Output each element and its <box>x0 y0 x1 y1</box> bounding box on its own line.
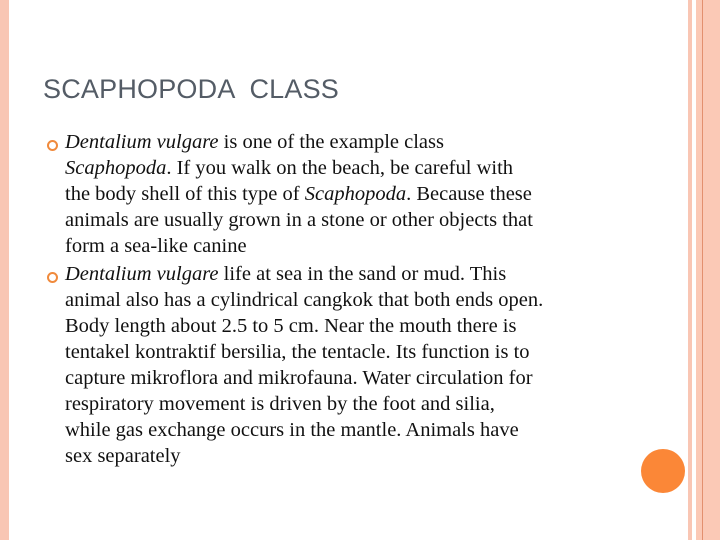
italic-term: Scaphopoda <box>65 157 167 179</box>
text-line <box>65 365 543 391</box>
text-segment: Body length about 2.5 to 5 cm. Near the mouth there is <box>65 315 517 337</box>
text-segment: animals are usually grown in a stone or other objects that <box>65 209 533 231</box>
text-line <box>65 129 533 155</box>
text-line <box>65 181 533 207</box>
text-segment: form a sea-like canine <box>65 235 247 257</box>
bullet-paragraph-1 <box>65 129 533 259</box>
bullet-paragraph-2 <box>65 261 543 469</box>
text-segment: tentakel kontraktif bersilia, the tentacle. Its function is to <box>65 341 530 363</box>
bullet-icon <box>47 272 58 283</box>
text-segment: the body shell of this type of <box>65 183 305 205</box>
text-line <box>65 339 543 365</box>
text-segment: life at sea in the sand or mud. This <box>218 263 507 285</box>
text-line <box>65 313 543 339</box>
text-segment: respiratory movement is driven by the foot and silia, <box>65 393 495 415</box>
text-line <box>65 207 533 233</box>
left-border-stripe <box>0 0 9 540</box>
text-line <box>65 443 543 469</box>
slide-title: SCAPHOPODA CLASS <box>43 74 339 104</box>
italic-term: Dentalium vulgare <box>65 263 219 285</box>
text-line <box>65 417 543 443</box>
right-border-band <box>696 0 720 540</box>
right-border-stripe <box>688 0 692 540</box>
text-line <box>65 287 543 313</box>
text-line <box>65 155 533 181</box>
text-line <box>65 261 543 287</box>
text-segment: . If you walk on the beach, be careful with <box>166 157 514 179</box>
text-line <box>65 391 543 417</box>
text-segment: sex separately <box>65 445 181 467</box>
text-segment: animal also has a cylindrical cangkok that both ends open. <box>65 289 544 311</box>
bullet-icon <box>47 140 58 151</box>
italic-term: Scaphopoda <box>304 183 407 205</box>
decorative-orange-circle <box>641 449 685 493</box>
italic-term: Dentalium vulgare <box>65 131 219 153</box>
right-border-line <box>702 0 703 540</box>
text-line <box>65 233 533 259</box>
text-segment: while gas exchange occurs in the mantle. Animals have <box>65 419 519 441</box>
text-segment: . Because these <box>406 183 532 205</box>
text-segment: capture mikroflora and mikrofauna. Water circulation for <box>65 367 533 389</box>
text-segment: is one of the example class <box>218 131 444 153</box>
